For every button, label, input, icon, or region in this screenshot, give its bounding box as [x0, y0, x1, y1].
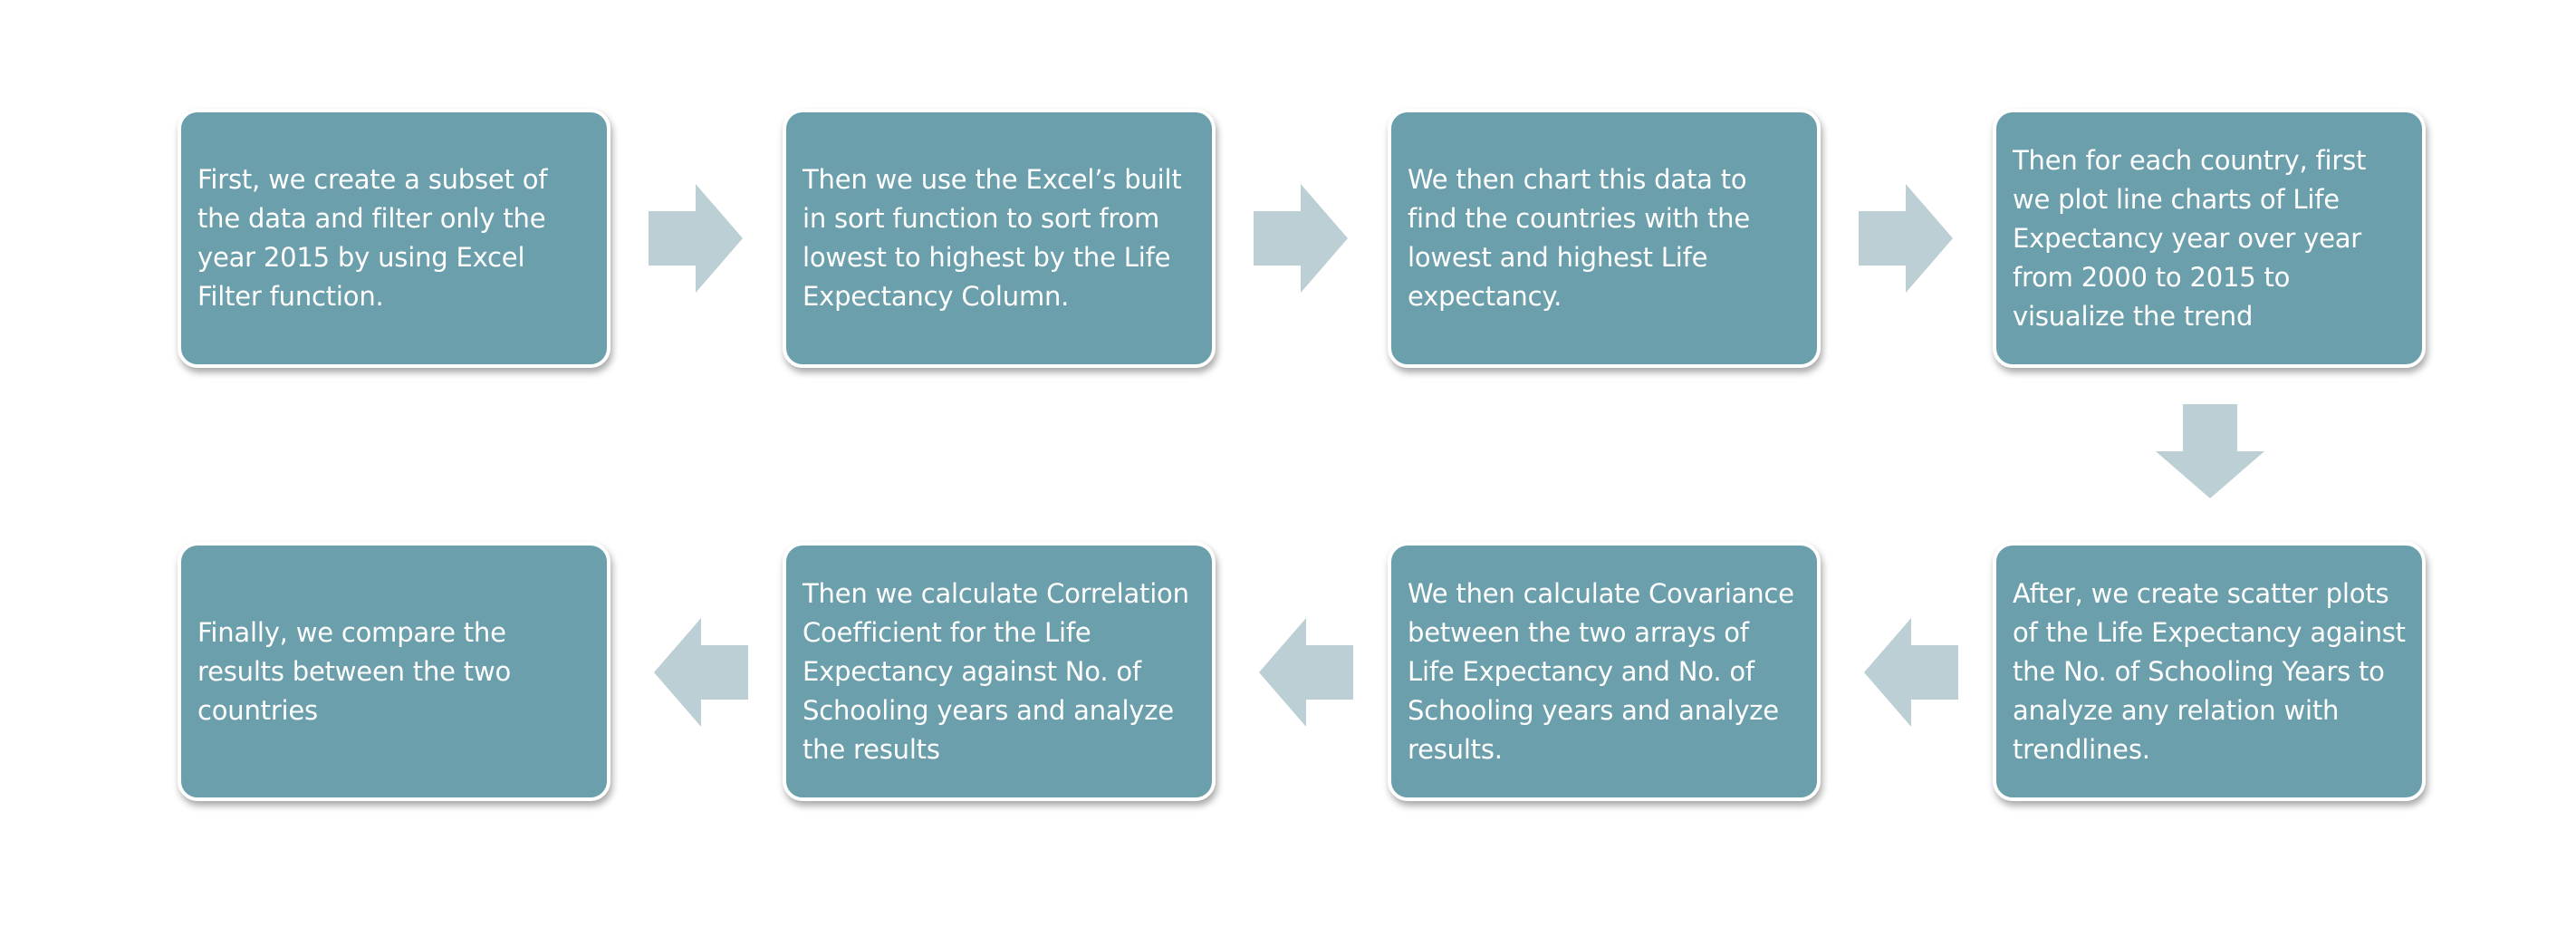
step-text-2: Then we use the Excel’s built in sort function to sort from lowest to highest by the Life Expectancy Column. — [803, 164, 1182, 312]
step-text-7: Then we calculate Correlation Coefficient for the Life Expectancy against No. of Schooling years and analyze the results — [803, 577, 1189, 765]
step-box-7 — [783, 542, 1216, 801]
step-box-3 — [1388, 109, 1821, 368]
arrow-right-1 — [649, 184, 743, 293]
arrow-right-2 — [1254, 184, 1348, 293]
arrow-left-2 — [1259, 618, 1353, 727]
arrow-down — [2156, 404, 2264, 498]
step-text-3: We then chart this data to find the countries with the lowest and highest Life expectancy. — [1408, 164, 1750, 312]
step-text-8: Finally, we compare the results between the two countries — [197, 616, 512, 726]
step-text-6: We then calculate Covariance between the two arrays of Life Expectancy and No. of Schooling years and analyze results. — [1408, 577, 1794, 765]
step-box-5 — [1993, 542, 2426, 801]
step-box-8 — [178, 542, 610, 801]
arrow-right-3 — [1859, 184, 1953, 293]
arrow-left-1 — [1864, 618, 1958, 727]
step-text-1: First, we create a subset of the data and filter only the year 2015 by using Excel Filter function. — [197, 164, 548, 312]
step-text-4: Then for each country, first we plot line charts of Life Expectancy year over year from 2000 to 2015 to visualize the trend — [2013, 144, 2367, 332]
step-box-6 — [1388, 542, 1821, 801]
step-box-4 — [1993, 109, 2426, 368]
arrow-left-3 — [654, 618, 748, 727]
step-text-5: After, we create scatter plots of the Life Expectancy against the No. of Schooling Years to analyze any relation with trendlines. — [2013, 577, 2406, 765]
step-box-2 — [783, 109, 1216, 368]
step-box-1 — [178, 109, 610, 368]
